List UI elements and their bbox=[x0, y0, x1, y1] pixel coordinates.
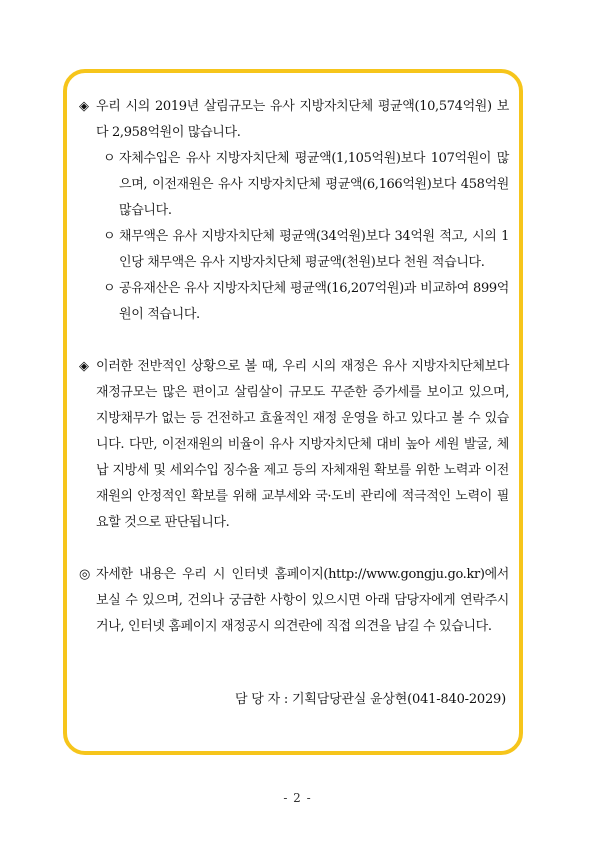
double-circle-bullet-icon: ◎ bbox=[79, 567, 90, 582]
item-text: 채무액은 유사 지방자치단체 평균액(34억원)보다 34억원 적고, 시의 1인당 채무액은 유사 지방자치단체 평균액(천원)보다 천원 적습니다. bbox=[119, 229, 509, 270]
document-body bbox=[79, 94, 509, 640]
circle-bullet-icon: ㅇ bbox=[103, 229, 116, 244]
page-number: - 2 - bbox=[283, 791, 312, 805]
item-public-property bbox=[79, 276, 509, 328]
section-text: 이러한 전반적인 상황으로 볼 때, 우리 시의 재정은 유사 지방자치단체보다 재정규모는 많은 편이고 살림살이 규모도 꾸준한 증가세를 보이고 있으며, 지방채무가 없는 등 건전하고 효율적인 재정 운영을 하고 있다고 볼 수 있습니다. 다만, 이전재원의 비율이 유사 지방자치단체 대비 높아 세원 발굴, 체납 지방세 및 세외수입 징수율 제고 등의 자체재원 확보를 위한 노력과 이전재원의 안정적인 확보를 위해 교부세와 국·도비 관리에 적극적인 노력이 필요할 것으로 판단됩니다. bbox=[96, 359, 509, 530]
contact-person: 담 당 자 : 기획담당관실 윤상현(041-840-2029) bbox=[235, 692, 506, 707]
item-text: 공유재산은 유사 지방자치단체 평균액(16,207억원)과 비교하여 899억원이 적습니다. bbox=[119, 281, 509, 322]
section-budget-summary bbox=[79, 94, 509, 146]
item-own-revenue bbox=[79, 146, 509, 224]
circle-bullet-icon: ㅇ bbox=[103, 151, 116, 166]
section-text: 우리 시의 2019년 살림규모는 유사 지방자치단체 평균액(10,574억원) 보다 2,958억원이 많습니다. bbox=[96, 99, 509, 140]
section-text: 자세한 내용은 우리 시 인터넷 홈페이지(http://www.gongju.go.kr)에서 보실 수 있으며, 건의나 궁금한 사항이 있으시면 아래 담당자에게 연락주시거나, 인터넷 홈페이지 재정공시 의견란에 직접 의견을 남길 수 있습니다. bbox=[96, 567, 509, 634]
diamond-bullet-icon: ◈ bbox=[79, 359, 89, 374]
item-debt bbox=[79, 224, 509, 276]
item-text: 자체수입은 유사 지방자치단체 평균액(1,105억원)보다 107억원이 많으며, 이전재원은 유사 지방자치단체 평균액(6,166억원)보다 458억원 많습니다. bbox=[119, 151, 509, 218]
section-more-info bbox=[79, 562, 509, 640]
diamond-bullet-icon: ◈ bbox=[79, 99, 89, 114]
section-overall-assessment bbox=[79, 354, 509, 536]
circle-bullet-icon: ㅇ bbox=[103, 281, 116, 296]
